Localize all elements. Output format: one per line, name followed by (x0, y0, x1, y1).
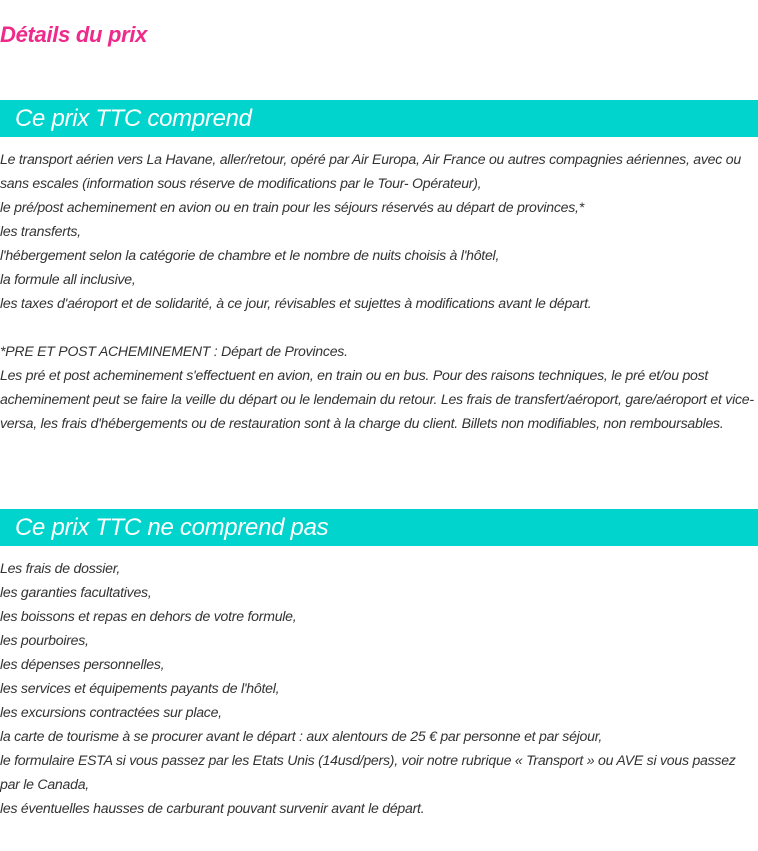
not-included-line: les services et équipements payants de l'hôtel, (0, 680, 280, 696)
included-line: les taxes d'aéroport et de solidarité, à ce jour, révisables et sujettes à modifications avant le départ. (0, 295, 592, 311)
included-line: la formule all inclusive, (0, 271, 136, 287)
not-included-section-body (0, 556, 758, 820)
page-title: Détails du prix (0, 22, 148, 47)
included-line: les transferts, (0, 223, 81, 239)
not-included-line: Les frais de dossier, (0, 560, 121, 576)
included-section-header: Ce prix TTC comprend (0, 100, 758, 137)
not-included-line: la carte de tourisme à se procurer avant le départ : aux alentours de 25 € par personne et par séjour, (0, 728, 603, 744)
not-included-line: les garanties facultatives, (0, 584, 152, 600)
not-included-line: les pourboires, (0, 632, 89, 648)
not-included-section-header: Ce prix TTC ne comprend pas (0, 509, 758, 546)
not-included-line: les excursions contractées sur place, (0, 704, 222, 720)
not-included-line: les boissons et repas en dehors de votre formule, (0, 608, 297, 624)
included-section-body (0, 147, 758, 435)
included-line: le pré/post acheminement en avion ou en train pour les séjours réservés au départ de provinces,* (0, 199, 584, 215)
included-line: l'hébergement selon la catégorie de chambre et le nombre de nuits choisis à l'hôtel, (0, 247, 500, 263)
not-included-line: les éventuelles hausses de carburant pouvant survenir avant le départ. (0, 800, 425, 816)
preacheminement-note-text: Les pré et post acheminement s'effectuent en avion, en train ou en bus. Pour des raisons techniques, le pré et/ou post acheminement peut se faire la veille du départ ou le lendemain du retour. Les frais de transfert/aéroport, gare/aéroport et vice-versa, les frais d'hébergements ou de restauration sont à la charge du client. Billets non modifiables, non remboursables. (0, 367, 754, 431)
not-included-line: les dépenses personnelles, (0, 656, 165, 672)
blank-line (0, 315, 758, 339)
included-line: Le transport aérien vers La Havane, aller/retour, opéré par Air Europa, Air France ou autres compagnies aériennes, avec ou sans escales (information sous réserve de modifications par le Tour- Opérateur), (0, 151, 741, 191)
preacheminement-note-title: *PRE ET POST ACHEMINEMENT : Départ de Provinces. (0, 343, 348, 359)
not-included-line: le formulaire ESTA si vous passez par les Etats Unis (14usd/pers), voir notre rubrique « Transport » ou AVE si vous passez par le Canada, (0, 752, 736, 792)
